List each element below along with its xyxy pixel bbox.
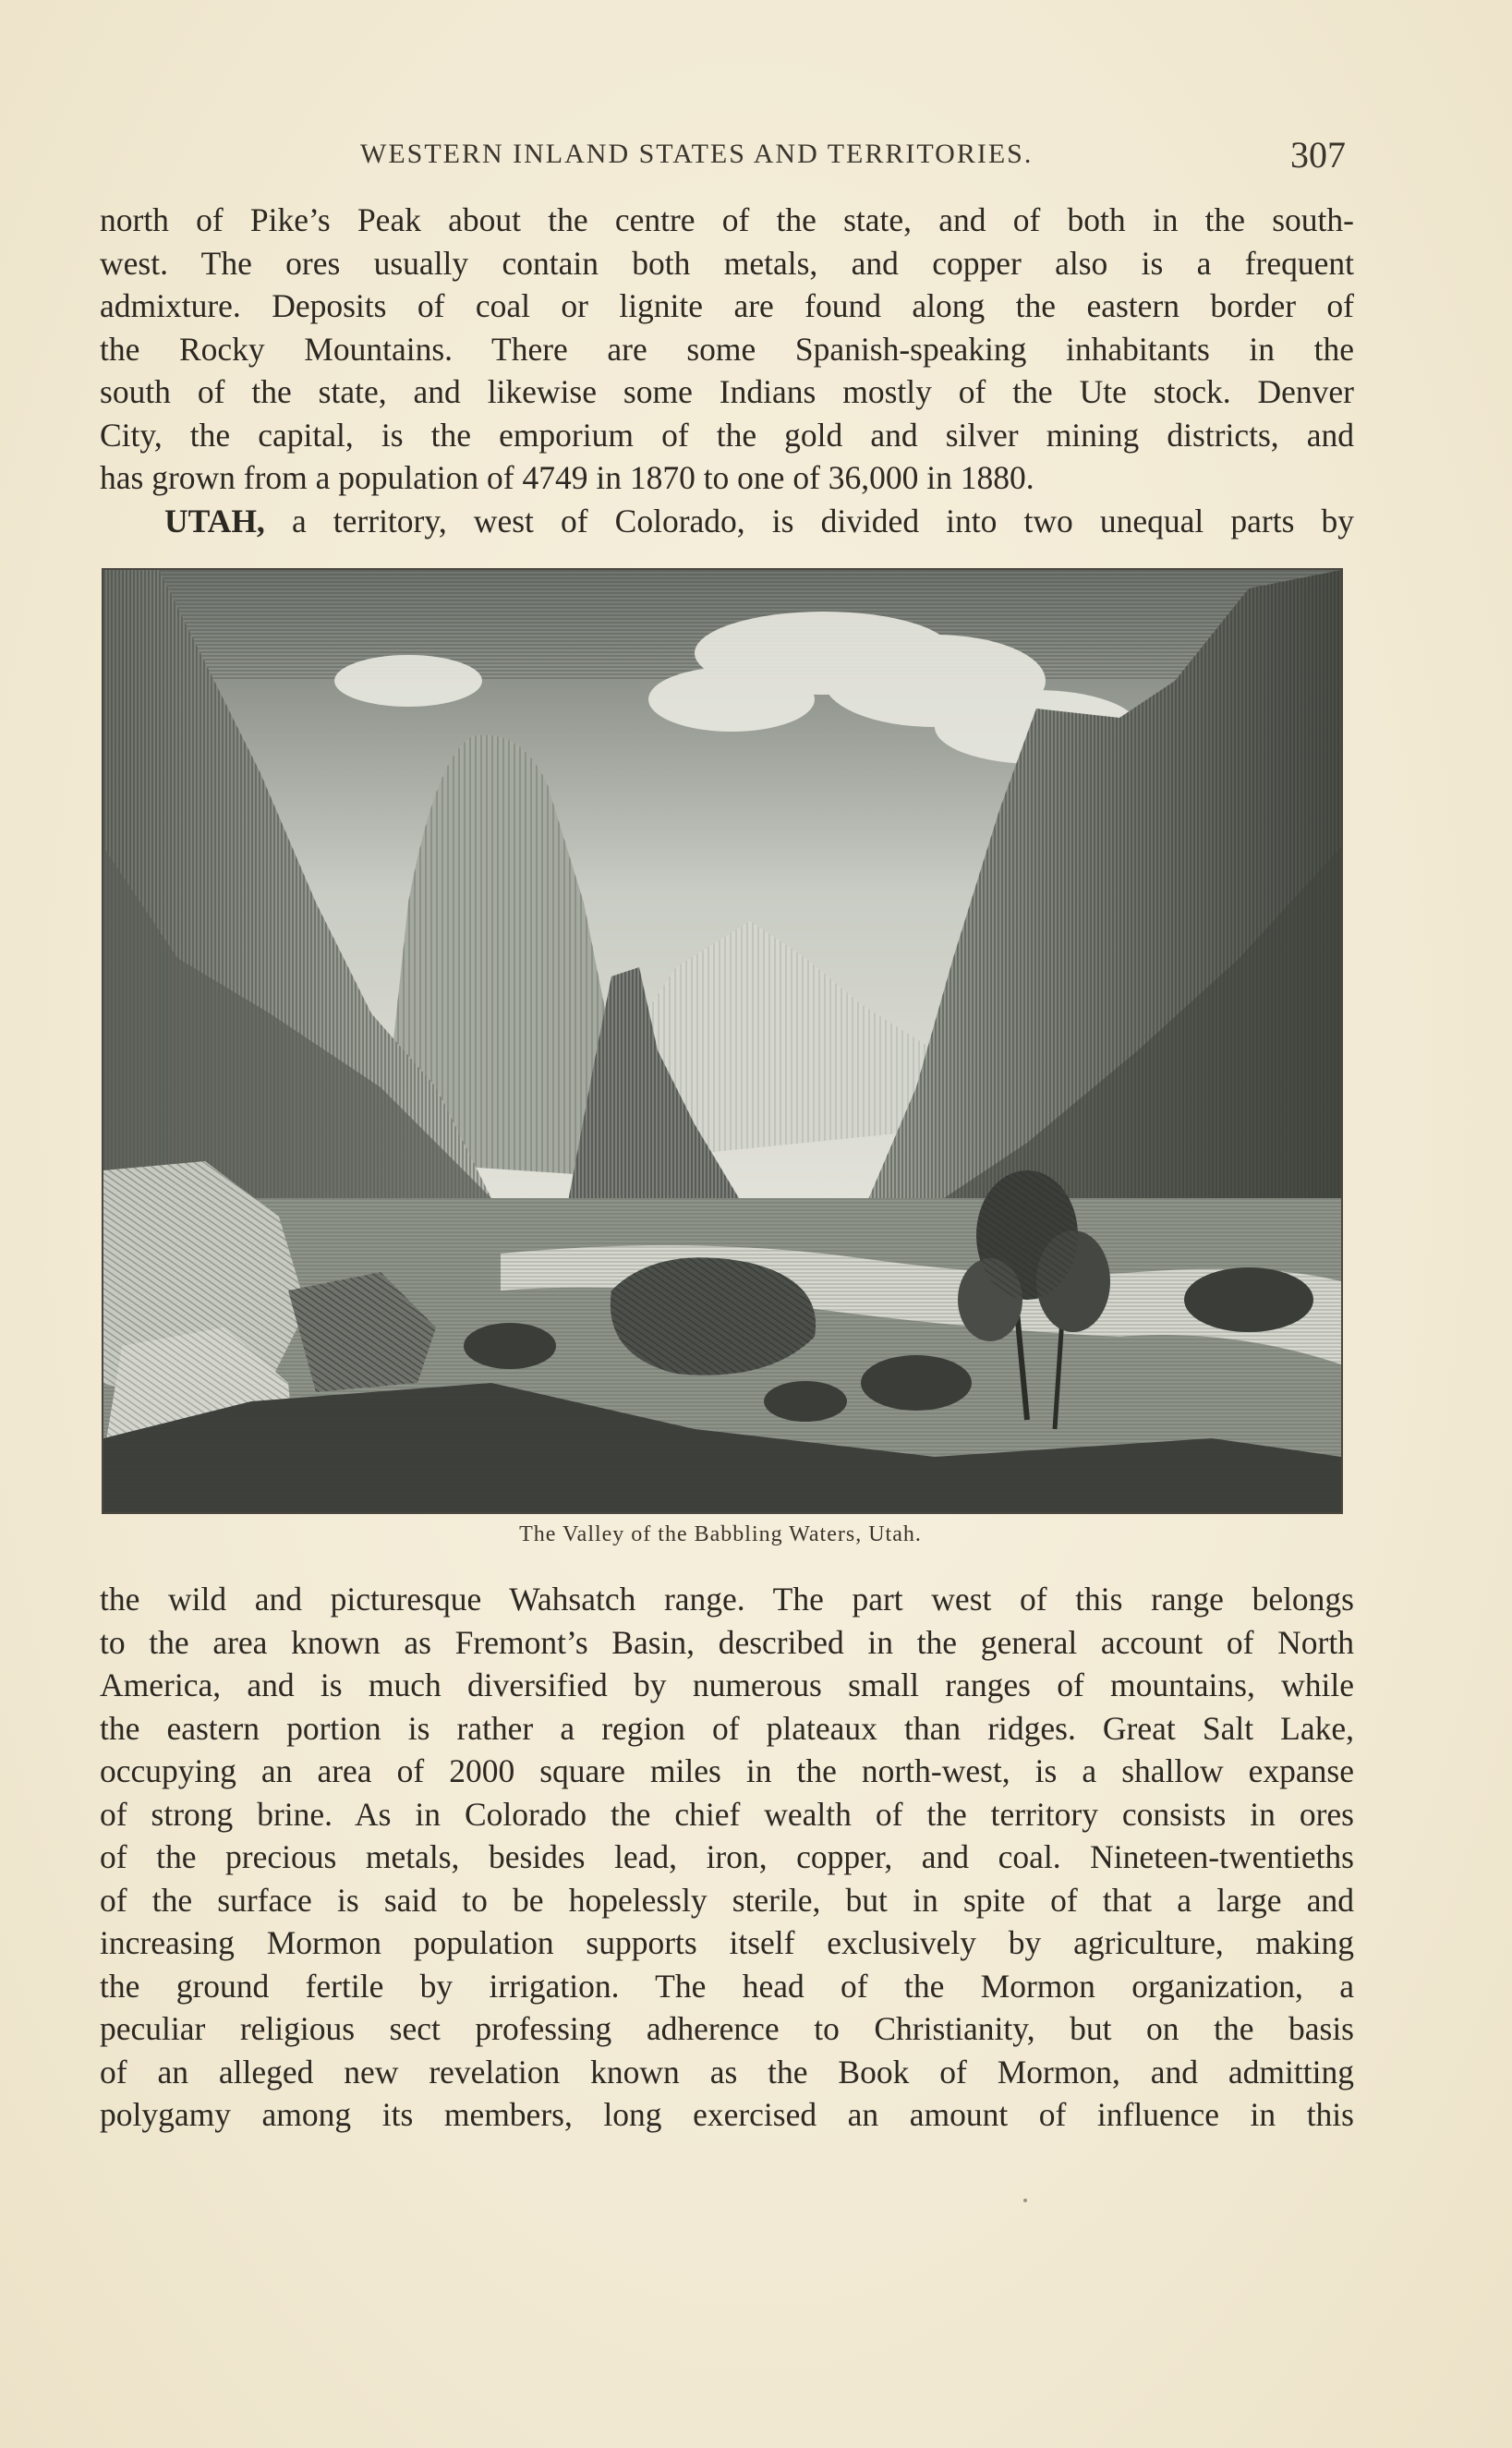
- text-line: admixture. Deposits of coal or lignite are found along the eastern border of: [100, 287, 1354, 324]
- text-line: of an alleged new revelation known as the Book of Mormon, and admitting: [100, 2053, 1354, 2090]
- text-line: occupying an area of 2000 square miles in the north-west, is a shallow expanse: [100, 1752, 1354, 1789]
- text-line: the ground fertile by irrigation. The head of the Mormon organization, a: [100, 1967, 1354, 2005]
- text-line: a territory, west of Colorado, is divided into two unequal parts by: [291, 502, 1355, 539]
- text-line: of the surface is said to be hopelessly sterile, but in spite of that a large and: [100, 1881, 1354, 1919]
- text-line: polygamy among its members, long exercised an amount of influence in this: [100, 2096, 1354, 2133]
- text-line: City, the capital, is the emporium of the gold and silver mining districts, and: [100, 416, 1354, 454]
- text-line: increasing Mormon population supports itself exclusively by agriculture, making: [100, 1924, 1354, 1961]
- engraving-illustration: [102, 568, 1343, 1514]
- paper-speck: [1023, 2199, 1027, 2202]
- valley-engraving: [103, 570, 1341, 1512]
- bottom-paragraph: [100, 1578, 1354, 2137]
- text-line: north of Pike’s Peak about the centre of the state, and of both in the south-: [100, 201, 1354, 238]
- page-header: [0, 134, 1512, 176]
- text-line: has grown from a population of 4749 in 1870 to one of 36,000 in 1880.: [100, 459, 1034, 496]
- text-line: the eastern portion is rather a region of plateaux than ridges. Great Salt Lake,: [100, 1709, 1354, 1747]
- page-number: 307: [1290, 134, 1346, 176]
- text-line: to the area known as Fremont’s Basin, described in the general account of North: [100, 1623, 1354, 1661]
- running-title: WESTERN INLAND STATES AND TERRITORIES.: [360, 139, 1034, 169]
- figure-caption: The Valley of the Babbling Waters, Utah.: [519, 1522, 922, 1546]
- text-line: west. The ores usually contain both metals, and copper also is a frequent: [100, 244, 1354, 282]
- text-line: the Rocky Mountains. There are some Spanish-speaking inhabitants in the: [100, 330, 1354, 368]
- text-line: the wild and picturesque Wahsatch range. The part west of this range belongs: [100, 1581, 1354, 1618]
- utah-paragraph-start: [100, 500, 1354, 543]
- text-line: south of the state, and likewise some Indians mostly of the Ute stock. Denver: [100, 373, 1354, 410]
- text-line: of the precious metals, besides lead, iron, copper, and coal. Nineteen-twentieths: [100, 1838, 1354, 1875]
- top-paragraph: [100, 199, 1354, 542]
- text-line: of strong brine. As in Colorado the chief wealth of the territory consists in ores: [100, 1795, 1354, 1833]
- text-line: America, and is much diversified by numerous small ranges of mountains, while: [100, 1666, 1354, 1703]
- utah-heading: UTAH,: [164, 502, 265, 539]
- text-line: peculiar religious sect professing adherence to Christianity, but on the basis: [100, 2010, 1354, 2047]
